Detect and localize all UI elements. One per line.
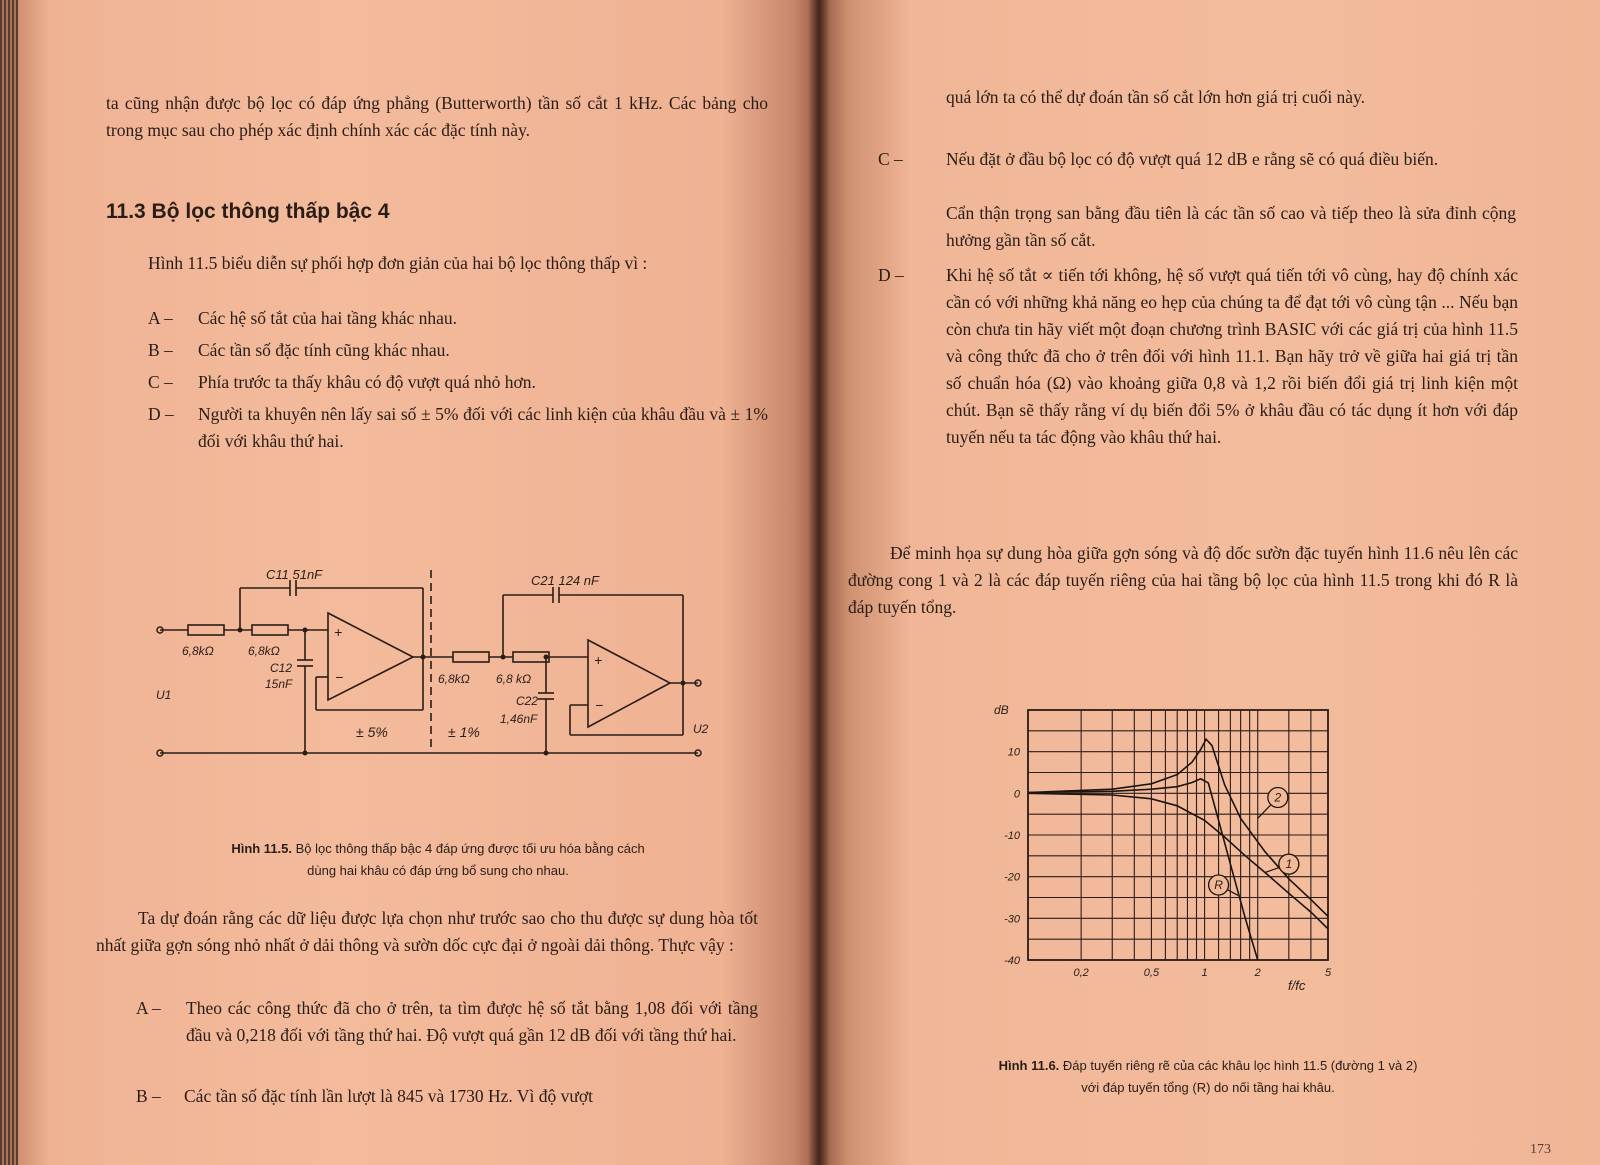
- book-gutter: [808, 0, 830, 1165]
- c12-value: 15nF: [265, 677, 293, 691]
- continuation-paragraph: quá lớn ta có thể dự đoán tần số cắt lớn hơn giá trị cuối này.: [946, 87, 1366, 107]
- c21-label: C21 124 nF: [531, 573, 599, 588]
- y-tick-label: -10: [1004, 830, 1020, 842]
- illustration-paragraph: Để minh họa sự dung hòa giữa gợn sóng và độ dốc sườn đặc tuyến hình 11.6 nêu lên các đường cong 1 và 2 là các đáp tuyến riêng của hai tầng bộ lọc của hình 11.5 trong khi đó R là đáp tuyến tổng.: [848, 543, 1518, 617]
- x-tick-label: 1: [1201, 967, 1208, 979]
- page-number: 173: [1530, 1142, 1551, 1157]
- r1-label: 6,8kΩ: [182, 644, 214, 658]
- tolerance-1-label: ± 1%: [448, 724, 480, 740]
- curve-2: [1028, 739, 1328, 916]
- list2-item-b: B – Các tần số đặc tính lần lượt là 845 và 1730 Hz. Vì độ vượt: [136, 1086, 593, 1106]
- x-tick-label: 5: [1324, 967, 1332, 979]
- c22-value: 1,46nF: [500, 712, 538, 726]
- x-tick-label: 0,2: [1073, 967, 1089, 979]
- opamp2-minus: −: [595, 697, 604, 713]
- y-tick-label: 10: [1007, 746, 1020, 759]
- list-item-a: A – Các hệ số tắt của hai tầng khác nhau.: [148, 308, 457, 328]
- figure-11-6-caption: Hình 11.6. Đáp tuyến riêng rẽ của các khâu lọc hình 11.5 (đường 1 và 2) với đáp tuyến tổng (R) do nối tầng hai khâu.: [998, 1058, 1418, 1095]
- curve-2-label: 2: [1274, 790, 1282, 805]
- lowpass-circuit-diagram: [148, 565, 718, 790]
- figure-11-5-caption: Hình 11.5. Bộ lọc thông thấp bậc 4 đáp ứng được tối ưu hóa bằng cách dùng hai khâu có đáp ứng bổ sung cho nhau.: [231, 841, 645, 878]
- y-tick-label: 0: [1013, 788, 1020, 801]
- r2-label: 6,8kΩ: [248, 644, 280, 658]
- x-tick-label: 0,5: [1143, 967, 1160, 979]
- y-tick-label: -40: [1004, 955, 1020, 967]
- curve-1-label: 1: [1285, 857, 1293, 872]
- list-item-c-right: C – Nếu đặt ở đầu bộ lọc có độ vượt quá 12 dB e rằng sẽ có quá điều biến.: [878, 149, 1439, 169]
- opamp1-plus: +: [334, 624, 343, 640]
- curve-R: [1028, 779, 1258, 960]
- list2-item-a: A – Theo các công thức đã cho ở trên, ta tìm được hệ số tắt bằng 1,08 đối với tầng đầu và 0,218 đối với tầng thứ hai. Độ vượt quá gần 12 dB đối với tầng thứ hai.: [136, 998, 758, 1045]
- page-edges: [0, 0, 18, 1165]
- right-page: [818, 0, 1600, 1165]
- list-item-d: D – Người ta khuyên nên lấy sai số ± 5% đối với các linh kiện của khâu đầu và ± 1% đối với khâu thứ hai.: [148, 404, 768, 451]
- intro-list-paragraph: Hình 11.5 biểu diễn sự phối hợp đơn giản của hai bộ lọc thông thấp vì :: [148, 253, 648, 273]
- c22-label: C22: [516, 694, 539, 708]
- r4-label: 6,8 kΩ: [496, 672, 532, 686]
- y-axis-label: dB: [994, 703, 1009, 717]
- x-tick-label: 2: [1254, 967, 1261, 979]
- y-tick-label: -20: [1004, 871, 1020, 884]
- tolerance-5-label: ± 5%: [356, 724, 388, 740]
- left-page: [18, 0, 818, 1165]
- prediction-paragraph: Ta dự đoán rằng các dữ liệu được lựa chọn như trước sao cho thu được sự dung hòa tốt nhất giữa gợn sóng nhỏ nhất ở dải thông và sườn dốc cực đại ở ngoài dải thông. Thực vậy :: [96, 908, 758, 955]
- opamp1-minus: −: [335, 669, 344, 685]
- c12-label: C12: [270, 661, 293, 675]
- frequency-response-chart: [978, 700, 1378, 1020]
- section-heading: 11.3 Bộ lọc thông thấp bậc 4: [106, 200, 390, 223]
- r3-label: 6,8kΩ: [438, 672, 470, 686]
- curve-R-label: R: [1214, 878, 1223, 892]
- u2-label: U2: [693, 722, 709, 736]
- list-item-d-right: D – Khi hệ số tắt ∝ tiến tới không, hệ số vượt quá tiến tới vô cùng, hay độ chính xác cần có với những khả năng eo hẹp của chúng ta để đạt tới vô cùng tận ... Nếu bạn còn chưa tin hãy viết một đoạn chương trình BASIC với các giá trị của hình 11.5 và công thức đã cho ở trên đối với hình 11.1. Bạn hãy trở về giữa hai giá trị tần số chuẩn hóa (Ω) vào khoảng giữa 0,8 và 1,2 rồi biến đổi giá trị linh kiện một chút. Bạn sẽ thấy rằng ví dụ biến đổi 5% ở khâu đầu có tác dụng ít hơn với đáp tuyến nếu ta tác động vào khâu thứ hai.: [878, 265, 1518, 447]
- list-item-c: C – Phía trước ta thấy khâu có độ vượt quá nhỏ hơn.: [148, 372, 536, 392]
- y-tick-label: -30: [1004, 913, 1020, 926]
- list-item-c-note: Cẩn thận trọng san bằng đầu tiên là các tần số cao và tiếp theo là sửa đỉnh cộng hưởng gần tần số cắt.: [946, 203, 1516, 250]
- x-axis-label: f/fc: [1288, 978, 1306, 993]
- intro-paragraph: ta cũng nhận được bộ lọc có đáp ứng phẳng (Butterworth) tần số cắt 1 kHz. Các bảng cho trong mục sau cho phép xác định chính xác các đặc tính này.: [106, 93, 768, 140]
- opamp2-plus: +: [594, 652, 603, 668]
- list-item-b: B – Các tần số đặc tính cũng khác nhau.: [148, 340, 450, 360]
- u1-label: U1: [156, 688, 172, 702]
- c11-label: C11 51nF: [266, 567, 323, 582]
